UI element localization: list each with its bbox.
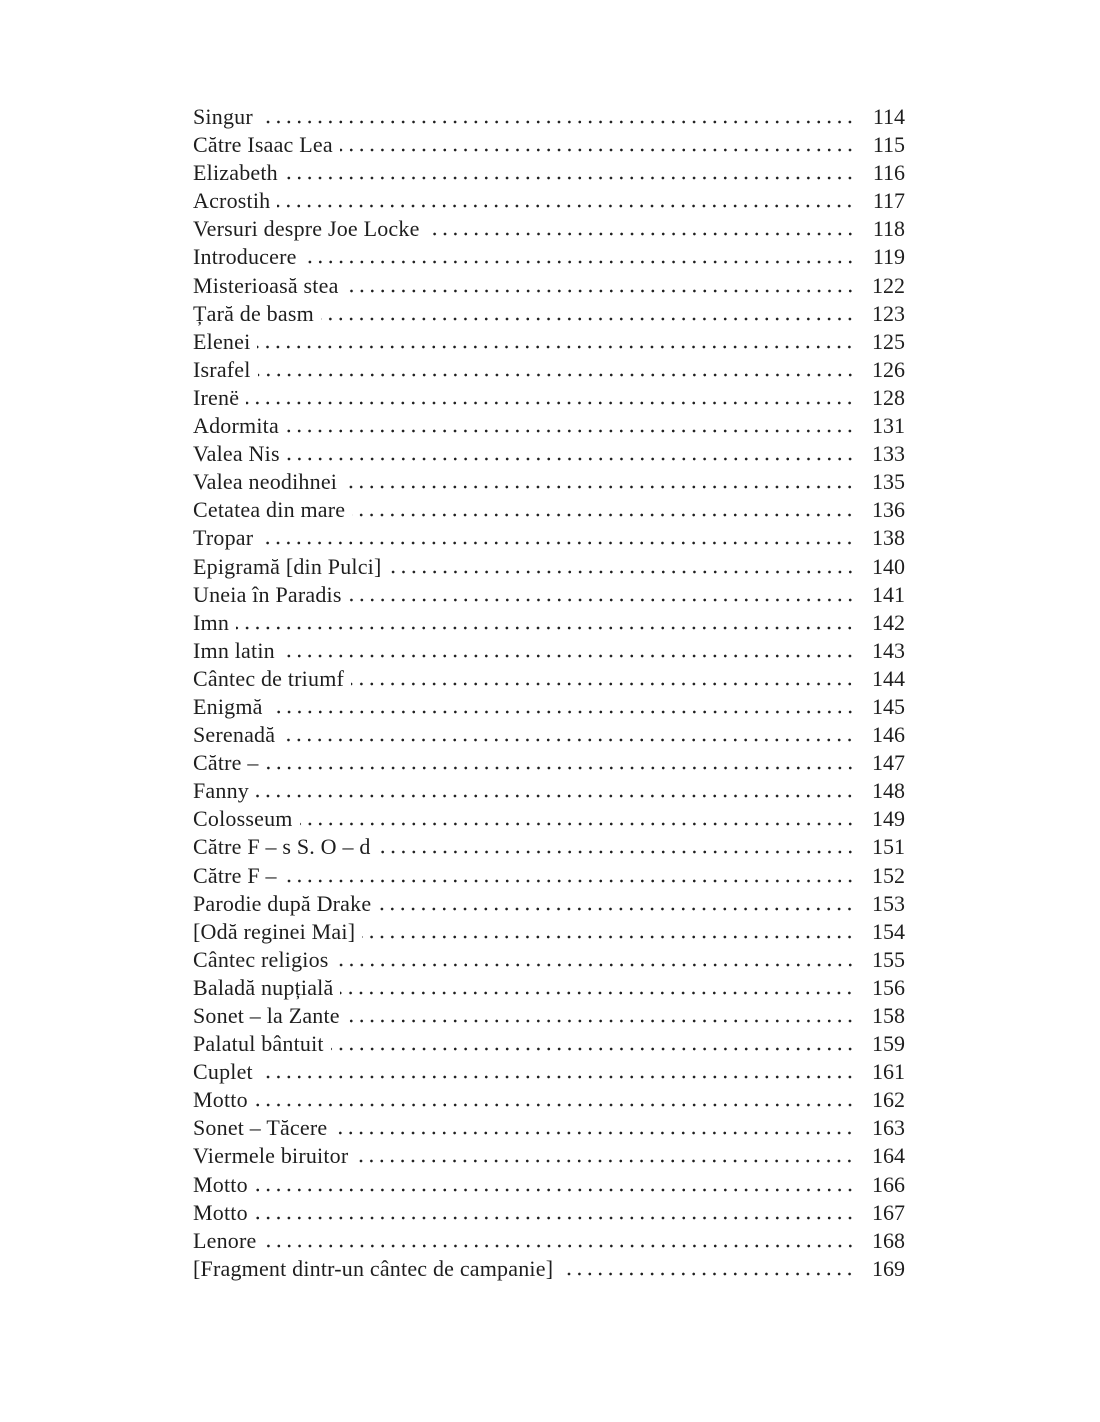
toc-row <box>193 666 905 694</box>
dot-leader <box>346 289 855 293</box>
toc-entry-page: 156 <box>872 974 905 1000</box>
dot-leader <box>277 204 855 208</box>
toc-entry-page: 147 <box>872 750 905 776</box>
toc-entry-page: 167 <box>872 1199 905 1225</box>
toc-entry-page: 164 <box>872 1143 905 1169</box>
toc-entry-title: Acrostih <box>193 188 271 214</box>
toc-row <box>193 273 905 301</box>
toc-entry-title: Colosseum <box>193 806 293 832</box>
toc-row <box>193 919 905 947</box>
toc-entry-page: 168 <box>872 1227 905 1253</box>
toc-entry-title: Către Isaac Lea <box>193 132 333 158</box>
toc-row <box>193 891 905 919</box>
toc-entry-page: 133 <box>872 441 905 467</box>
toc-entry-title: Elizabeth <box>193 160 278 186</box>
toc-row <box>193 1115 905 1143</box>
toc-entry-page: 125 <box>872 328 905 354</box>
toc-entry-title: Versuri despre Joe Locke <box>193 216 420 242</box>
toc-entry-title: Elenei <box>193 328 251 354</box>
dot-leader <box>352 513 855 517</box>
toc-row <box>193 441 905 469</box>
dot-leader <box>334 1131 855 1135</box>
dot-leader <box>355 1159 855 1163</box>
toc-entry-title: Serenadă <box>193 722 276 748</box>
toc-row <box>193 1143 905 1171</box>
toc-entry-page: 116 <box>872 160 905 186</box>
dot-leader <box>260 541 855 545</box>
toc-entry-page: 155 <box>872 946 905 972</box>
toc-entry-page: 117 <box>872 188 905 214</box>
toc-row <box>193 806 905 834</box>
toc-row <box>193 385 905 413</box>
dot-leader <box>285 176 855 180</box>
dot-leader <box>560 1272 855 1276</box>
toc-row <box>193 582 905 610</box>
dot-leader <box>257 345 855 349</box>
dot-leader <box>378 850 855 854</box>
toc-entry-title: Viermele biruitor <box>193 1143 349 1169</box>
toc-row <box>193 975 905 1003</box>
toc-entry-title: Motto <box>193 1199 248 1225</box>
toc-entry-page: 135 <box>872 469 905 495</box>
toc-row <box>193 863 905 891</box>
toc-entry-page: 141 <box>872 581 905 607</box>
dot-leader <box>260 120 855 124</box>
dot-leader <box>349 598 855 602</box>
toc-entry-page: 149 <box>872 806 905 832</box>
toc-row <box>193 750 905 778</box>
toc-row <box>193 722 905 750</box>
toc-entry-page: 143 <box>872 637 905 663</box>
toc-entry-page: 136 <box>872 497 905 523</box>
toc-row <box>193 1172 905 1200</box>
dot-leader <box>340 991 855 995</box>
dot-leader <box>351 682 855 686</box>
dot-leader <box>255 1188 855 1192</box>
toc-entry-title: Țară de basm <box>193 300 314 326</box>
toc-entry-title: Irenë <box>193 384 240 410</box>
dot-leader <box>427 232 855 236</box>
toc-row <box>193 104 905 132</box>
toc-entry-page: 158 <box>872 1003 905 1028</box>
dot-leader <box>266 766 855 770</box>
toc-row <box>193 1087 905 1115</box>
toc-entry-title: Valea Nis <box>193 441 280 467</box>
toc-entry-page: 142 <box>872 609 905 635</box>
dot-leader <box>347 1019 855 1023</box>
dot-leader <box>362 935 855 939</box>
toc-row <box>193 525 905 553</box>
toc-entry-title: Către F – s S. O – d <box>193 834 371 860</box>
toc-entry-title: Cetatea din mare <box>193 497 346 523</box>
toc-entry-title: Cântec de triumf <box>193 665 345 691</box>
toc-entry-page: 144 <box>872 665 905 691</box>
toc-entry-page: 122 <box>872 272 905 298</box>
toc-row <box>193 1256 905 1284</box>
toc-entry-page: 123 <box>872 300 905 326</box>
toc-entry-title: Motto <box>193 1087 248 1113</box>
table-of-contents <box>193 104 905 1284</box>
toc-entry-title: Enigmă <box>193 693 263 719</box>
toc-entry-page: 153 <box>872 890 905 916</box>
toc-entry-title: Imn latin <box>193 637 275 663</box>
toc-entry-title: Palatul bântuit <box>193 1031 324 1057</box>
dot-leader <box>282 738 855 742</box>
toc-entry-page: 154 <box>872 918 905 944</box>
toc-row <box>193 554 905 582</box>
toc-entry-title: [Fragment dintr-un cântec de campanie] <box>193 1255 554 1281</box>
dot-leader <box>336 963 855 967</box>
toc-entry-title: Introducere <box>193 244 297 270</box>
toc-entry-page: 138 <box>872 525 905 551</box>
dot-leader <box>378 907 855 911</box>
dot-leader <box>255 1103 855 1107</box>
toc-row <box>193 694 905 722</box>
toc-entry-page: 163 <box>872 1115 905 1141</box>
dot-leader <box>236 626 855 630</box>
toc-entry-title: Lenore <box>193 1227 257 1253</box>
toc-row <box>193 301 905 329</box>
toc-entry-title: Misterioasă stea <box>193 272 339 298</box>
toc-entry-page: 151 <box>872 834 905 860</box>
toc-entry-title: Către – <box>193 750 259 776</box>
toc-entry-title: Fanny <box>193 778 249 804</box>
toc-row <box>193 329 905 357</box>
toc-entry-page: 159 <box>872 1031 905 1057</box>
toc-entry-page: 166 <box>872 1171 905 1197</box>
toc-entry-page: 128 <box>872 384 905 410</box>
toc-row <box>193 188 905 216</box>
toc-entry-title: Cântec religios <box>193 946 329 972</box>
dot-leader <box>258 373 855 377</box>
toc-entry-page: 118 <box>872 216 905 242</box>
dot-leader <box>304 260 855 264</box>
toc-entry-page: 152 <box>872 862 905 888</box>
toc-entry-title: Adormita <box>193 413 279 439</box>
toc-entry-page: 119 <box>872 244 905 270</box>
toc-entry-page: 114 <box>872 104 905 129</box>
toc-entry-title: Baladă nupțială <box>193 974 334 1000</box>
dot-leader <box>282 654 855 658</box>
toc-entry-page: 169 <box>872 1255 905 1281</box>
toc-entry-page: 146 <box>872 722 905 748</box>
toc-row <box>193 1059 905 1087</box>
toc-entry-title: Către F – <box>193 862 277 888</box>
toc-entry-title: Valea neodihnei <box>193 469 338 495</box>
toc-entry-title: Sonet – la Zante <box>193 1003 340 1028</box>
toc-entry-page: 131 <box>872 413 905 439</box>
dot-leader <box>300 822 855 826</box>
dot-leader <box>255 1216 855 1220</box>
toc-entry-title: Singur <box>193 104 253 129</box>
toc-entry-page: 148 <box>872 778 905 804</box>
toc-entry-title: Motto <box>193 1171 248 1197</box>
toc-row <box>193 469 905 497</box>
toc-row <box>193 1003 905 1031</box>
toc-row <box>193 357 905 385</box>
toc-entry-title: Parodie după Drake <box>193 890 372 916</box>
toc-entry-title: Tropar <box>193 525 254 551</box>
dot-leader <box>344 485 855 489</box>
toc-row <box>193 638 905 666</box>
dot-leader <box>256 794 855 798</box>
toc-row <box>193 778 905 806</box>
toc-row <box>193 1200 905 1228</box>
toc-row <box>193 413 905 441</box>
dot-leader <box>286 429 855 433</box>
toc-row <box>193 216 905 244</box>
toc-entry-title: Sonet – Tăcere <box>193 1115 328 1141</box>
dot-leader <box>264 1244 856 1248</box>
toc-entry-title: Imn <box>193 609 230 635</box>
toc-row <box>193 244 905 272</box>
toc-entry-title: Israfel <box>193 356 251 382</box>
toc-entry-title: [Odă reginei Mai] <box>193 918 356 944</box>
toc-row <box>193 497 905 525</box>
dot-leader <box>284 879 855 883</box>
toc-row <box>193 1228 905 1256</box>
toc-entry-page: 115 <box>872 132 905 158</box>
toc-row <box>193 132 905 160</box>
toc-entry-page: 161 <box>872 1059 905 1085</box>
toc-row <box>193 610 905 638</box>
dot-leader <box>340 148 855 152</box>
toc-entry-title: Epigramă [din Pulci] <box>193 553 382 579</box>
dot-leader <box>321 317 855 321</box>
toc-entry-page: 145 <box>872 693 905 719</box>
dot-leader <box>287 457 855 461</box>
toc-row <box>193 1031 905 1059</box>
toc-row <box>193 160 905 188</box>
toc-entry-title: Uneia în Paradis <box>193 581 342 607</box>
toc-entry-title: Cuplet <box>193 1059 253 1085</box>
toc-entry-page: 162 <box>872 1087 905 1113</box>
toc-row <box>193 947 905 975</box>
dot-leader <box>331 1047 855 1051</box>
dot-leader <box>260 1075 855 1079</box>
toc-entry-page: 126 <box>872 356 905 382</box>
toc-entry-page: 140 <box>872 553 905 579</box>
dot-leader <box>270 710 855 714</box>
dot-leader <box>246 401 855 405</box>
toc-row <box>193 834 905 862</box>
dot-leader <box>389 570 855 574</box>
